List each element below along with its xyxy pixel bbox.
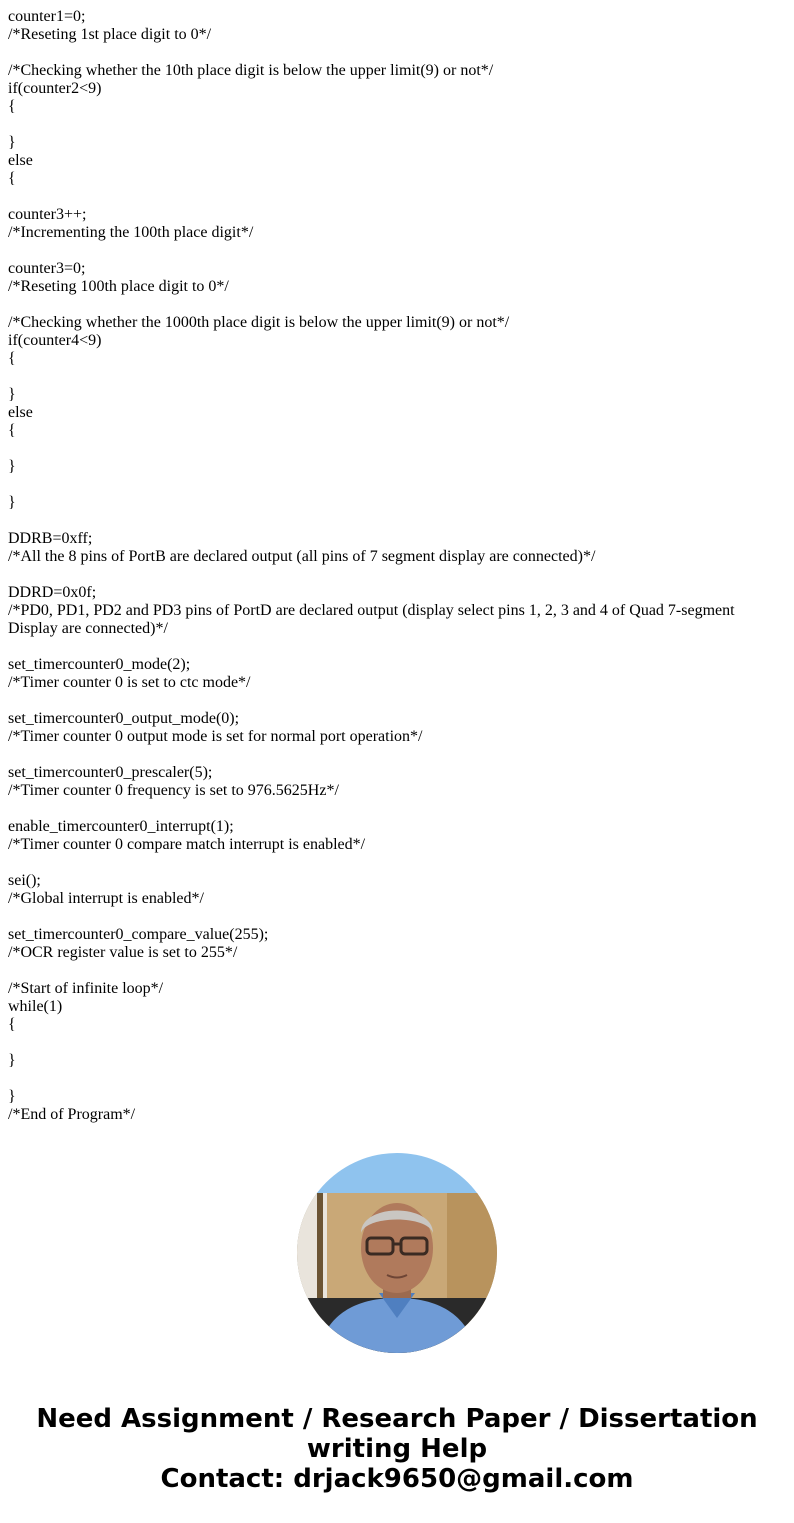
code-line xyxy=(8,638,778,656)
code-line: DDRB=0xff; xyxy=(8,530,93,547)
promo-contact: Contact: drjack9650@gmail.com xyxy=(160,1464,634,1494)
promo-banner xyxy=(0,1404,794,1494)
code-line: /*Reseting 1st place digit to 0*/ xyxy=(8,26,212,43)
code-line: set_timercounter0_prescaler(5); xyxy=(8,764,213,781)
code-line xyxy=(8,800,778,818)
code-line: else xyxy=(8,404,33,421)
author-avatar xyxy=(297,1153,497,1353)
code-listing xyxy=(8,8,778,1124)
code-line: /*Timer counter 0 compare match interrupt is enabled*/ xyxy=(8,836,366,853)
code-line: if(counter4<9) xyxy=(8,332,102,349)
code-line: DDRD=0x0f; xyxy=(8,584,97,601)
code-line: /*Global interrupt is enabled*/ xyxy=(8,890,204,907)
code-line: } xyxy=(8,386,16,403)
code-line: /*PD0, PD1, PD2 and PD3 pins of PortD are declared output (display select pins 1, 2, 3 and 4 of Quad 7-segment Display are connected)*/ xyxy=(8,602,735,637)
code-line xyxy=(8,188,778,206)
code-line xyxy=(8,440,778,458)
code-line xyxy=(8,962,778,980)
promo-line-1: Need Assignment / Research Paper / Dissertation xyxy=(36,1404,758,1434)
code-line: while(1) xyxy=(8,998,63,1015)
code-line xyxy=(8,566,778,584)
code-line: { xyxy=(8,1016,16,1033)
code-line xyxy=(8,242,778,260)
code-line: /*OCR register value is set to 255*/ xyxy=(8,944,238,961)
code-line: { xyxy=(8,422,16,439)
code-line: { xyxy=(8,170,16,187)
code-line: set_timercounter0_output_mode(0); xyxy=(8,710,240,727)
code-line: set_timercounter0_compare_value(255); xyxy=(8,926,269,943)
code-line xyxy=(8,368,778,386)
code-line: if(counter2<9) xyxy=(8,80,102,97)
code-line: sei(); xyxy=(8,872,41,889)
code-line: /*End of Program*/ xyxy=(8,1106,136,1123)
code-line xyxy=(8,854,778,872)
code-line xyxy=(8,1034,778,1052)
code-line xyxy=(8,512,778,530)
code-line: enable_timercounter0_interrupt(1); xyxy=(8,818,234,835)
promo-line-2: writing Help xyxy=(306,1434,488,1464)
code-line: counter3++; xyxy=(8,206,87,223)
code-line: /*Checking whether the 10th place digit is below the upper limit(9) or not*/ xyxy=(8,62,494,79)
code-line: { xyxy=(8,350,16,367)
code-line xyxy=(8,692,778,710)
code-line: { xyxy=(8,98,16,115)
code-line: /*Start of infinite loop*/ xyxy=(8,980,164,997)
code-line: /*Timer counter 0 frequency is set to 976.5625Hz*/ xyxy=(8,782,339,799)
code-line xyxy=(8,44,778,62)
code-line: /*Reseting 100th place digit to 0*/ xyxy=(8,278,229,295)
code-line: counter3=0; xyxy=(8,260,86,277)
code-line xyxy=(8,746,778,764)
code-line: else xyxy=(8,152,33,169)
code-line: /*Timer counter 0 is set to ctc mode*/ xyxy=(8,674,251,691)
code-line: /*Checking whether the 1000th place digit is below the upper limit(9) or not*/ xyxy=(8,314,510,331)
code-line: /*Incrementing the 100th place digit*/ xyxy=(8,224,254,241)
author-photo-icon xyxy=(297,1153,497,1353)
code-line xyxy=(8,1070,778,1088)
code-line: } xyxy=(8,1052,16,1069)
code-line: } xyxy=(8,1088,16,1105)
code-line: } xyxy=(8,458,16,475)
code-line: counter1=0; xyxy=(8,8,86,25)
code-line: set_timercounter0_mode(2); xyxy=(8,656,191,673)
code-line: /*All the 8 pins of PortB are declared output (all pins of 7 segment display are connected)*/ xyxy=(8,548,596,565)
code-line xyxy=(8,908,778,926)
code-line: } xyxy=(8,134,16,151)
code-line xyxy=(8,116,778,134)
code-line: } xyxy=(8,494,16,511)
code-line: /*Timer counter 0 output mode is set for normal port operation*/ xyxy=(8,728,423,745)
code-line xyxy=(8,296,778,314)
code-line xyxy=(8,476,778,494)
